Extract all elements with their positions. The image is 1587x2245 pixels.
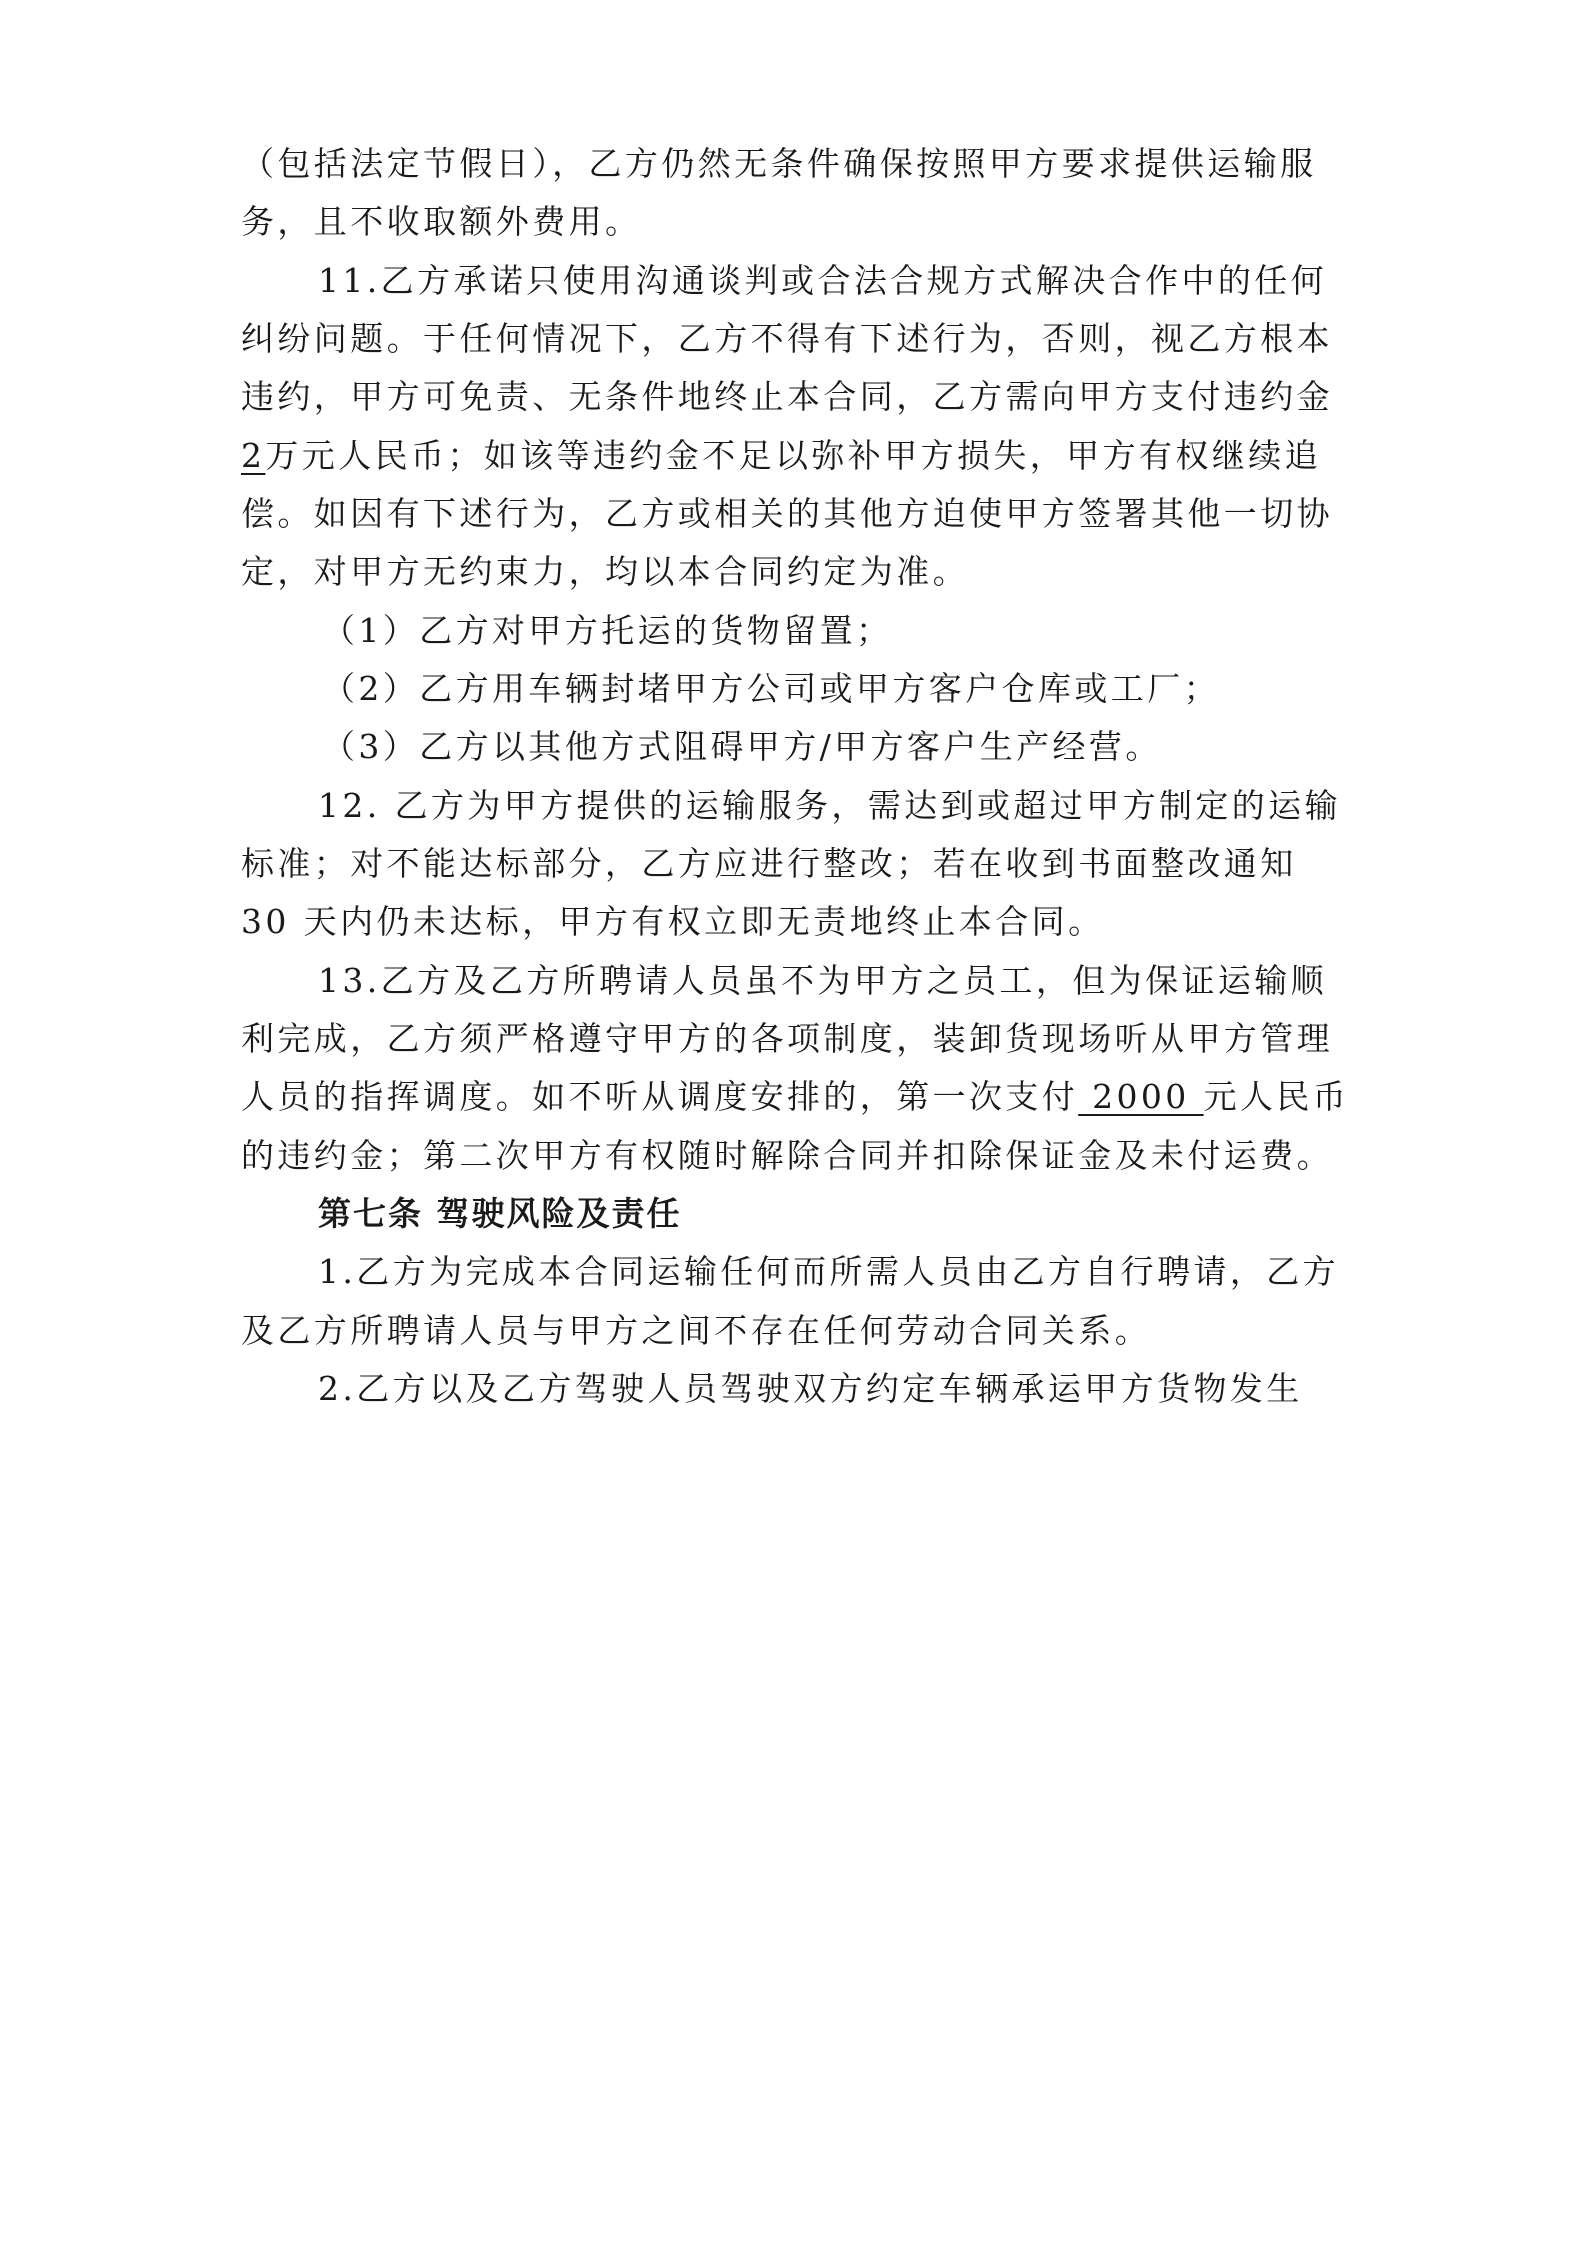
text-line: 30 天内仍未达标，甲方有权立即无责地终止本合同。 [241,902,1105,941]
penalty-amount: 2 [241,436,266,475]
text-line: 标准；对不能达标部分，乙方应进行整改；若在收到书面整改通知 [241,844,1297,883]
clause-12-line: 12. 乙方为甲方提供的运输服务，需达到或超过甲方制定的运输 [318,786,1341,825]
text-line: 务，且不收取额外费用。 [241,202,642,241]
text-line: 利完成，乙方须严格遵守甲方的各项制度，装卸货现场听从甲方管理 [241,1019,1333,1058]
text-line: 纠纷问题。于任何情况下，乙方不得有下述行为，否则，视乙方根本 [241,319,1333,358]
text-line: 违约，甲方可免责、无条件地终止本合同，乙方需向甲方支付违约金 [241,377,1333,416]
text-line: 定，对甲方无约束力，均以本合同约定为准。 [241,552,969,591]
section-heading: 第七条 驾驶风险及责任 [318,1194,682,1233]
text-line: 的违约金；第二次甲方有权随时解除合同并扣除保证金及未付运费。 [241,1136,1333,1175]
list-item: （2）乙方用车辆封堵甲方公司或甲方客户仓库或工厂； [322,669,1220,708]
text-line: （包括法定节假日），乙方仍然无条件确保按照甲方要求提供运输服 [241,144,1317,183]
clause-1-line: 1.乙方为完成本合同运输任何而所需人员由乙方自行聘请，乙方 [318,1252,1340,1291]
clause-13-line: 13.乙方及乙方所聘请人员虽不为甲方之员工，但为保证运输顺 [318,961,1328,1000]
text-line: 偿。如因有下述行为，乙方或相关的其他方迫使甲方签署其他一切协 [241,494,1333,533]
text-line: 2万元人民币；如该等违约金不足以弥补甲方损失，甲方有权继续追 [241,436,1322,475]
list-item: （3）乙方以其他方式阻碍甲方/甲方客户生产经营。 [322,727,1162,766]
text-line: 人员的指挥调度。如不听从调度安排的，第一次支付 2000 元人民币 [241,1077,1350,1116]
fine-amount: 2000 [1078,1077,1204,1116]
list-item: （1）乙方对甲方托运的货物留置； [322,611,893,650]
clause-2-line: 2.乙方以及乙方驾驶人员驾驶双方约定车辆承运甲方货物发生 [318,1369,1303,1408]
clause-11-line: 11.乙方承诺只使用沟通谈判或合法合规方式解决合作中的任何 [318,261,1328,300]
text-line: 及乙方所聘请人员与甲方之间不存在任何劳动合同关系。 [241,1311,1151,1350]
